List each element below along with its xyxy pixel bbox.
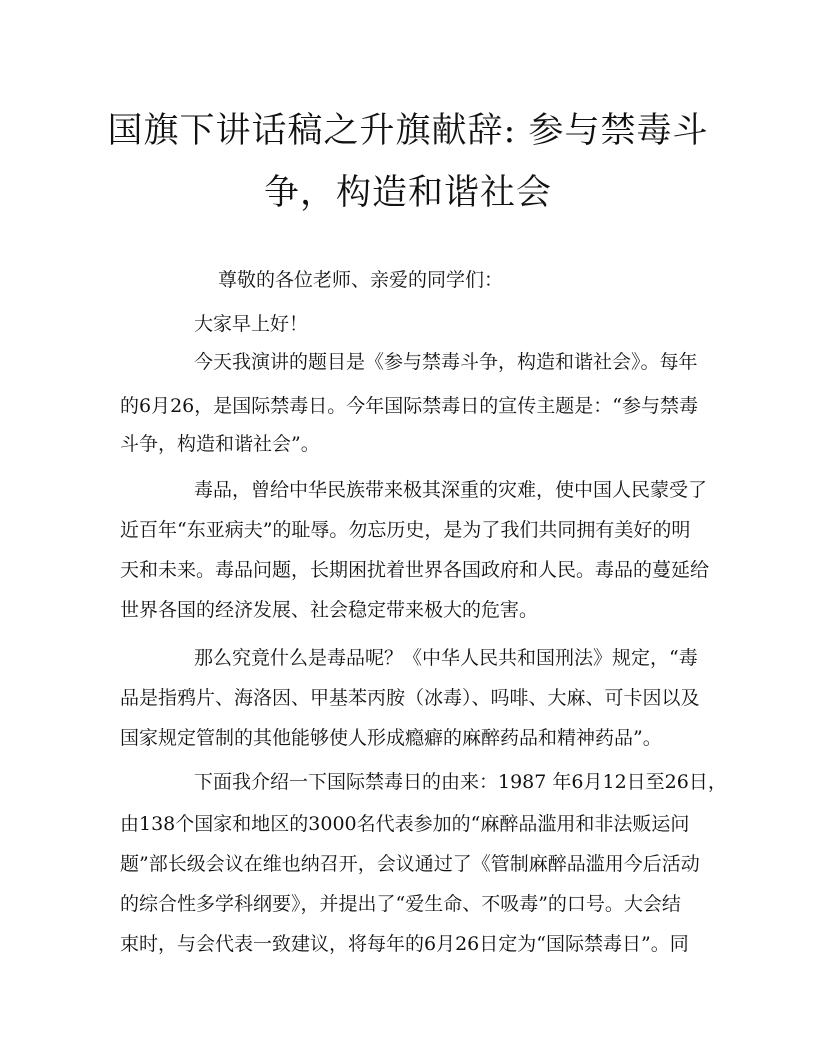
- paragraph-3-line-3: 国家规定管制的其他能够使人形成瘾癖的麻醉药品和精神药品”。: [120, 727, 662, 749]
- paragraph-4-line-2: 由138个国家和地区的3000名代表参加的“麻醉品滥用和非法贩运问: [120, 813, 690, 835]
- paragraph-1-line-3: 斗争，构造和谐社会”。: [120, 433, 320, 455]
- paragraph-3-line-2: 品是指鸦片、海洛因、甲基苯丙胺（冰毒）、吗啡、大麻、可卡因以及: [120, 687, 700, 709]
- paragraph-3-line-1: 那么究竟什么是毒品呢？《中华人民共和国刑法》规定，“毒: [194, 647, 698, 669]
- paragraph-2-line-2: 近百年“东亚病夫”的耻辱。勿忘历史，是为了我们共同拥有美好的明: [120, 519, 691, 541]
- salutation: 大家早上好！: [194, 313, 309, 335]
- paragraph-4-line-5: 束时，与会代表一致建议，将每年的6月26日定为“国际禁毒日”。同: [120, 933, 689, 955]
- paragraph-2-line-3: 天和未来。毒品问题，长期困扰着世界各国政府和人民。毒品的蔓延给: [120, 559, 710, 581]
- paragraph-1-line-1: 今天我演讲的题目是《参与禁毒斗争，构造和谐社会》。每年: [194, 351, 698, 373]
- paragraph-1-line-2: 的6月26，是国际禁毒日。今年国际禁毒日的宣传主题是：“参与禁毒: [120, 395, 698, 417]
- paragraph-4-line-1: 下面我介绍一下国际禁毒日的由来：1987 年6月12日至26日，: [194, 771, 727, 793]
- paragraph-2-line-1: 毒品，曾给中华民族带来极其深重的灾难，使中国人民蒙受了: [194, 479, 708, 501]
- paragraph-2-line-4: 世界各国的经济发展、社会稳定带来极大的危害。: [120, 599, 539, 621]
- paragraph-4-line-4: 的综合性多学科纲要》，并提出了“爱生命、不吸毒”的口号。大会结: [120, 893, 681, 915]
- greeting: 尊敬的各位老师、亲爱的同学们：: [218, 269, 504, 291]
- document-title-line-1: 国旗下讲话稿之升旗献辞: 参与禁毒斗: [107, 111, 709, 151]
- paragraph-4-line-3: 题”部长级会议在维也纳召开，会议通过了《管制麻醉品滥用今后活动: [120, 853, 700, 875]
- document-title-line-2: 争，构造和谐社会: [263, 173, 552, 213]
